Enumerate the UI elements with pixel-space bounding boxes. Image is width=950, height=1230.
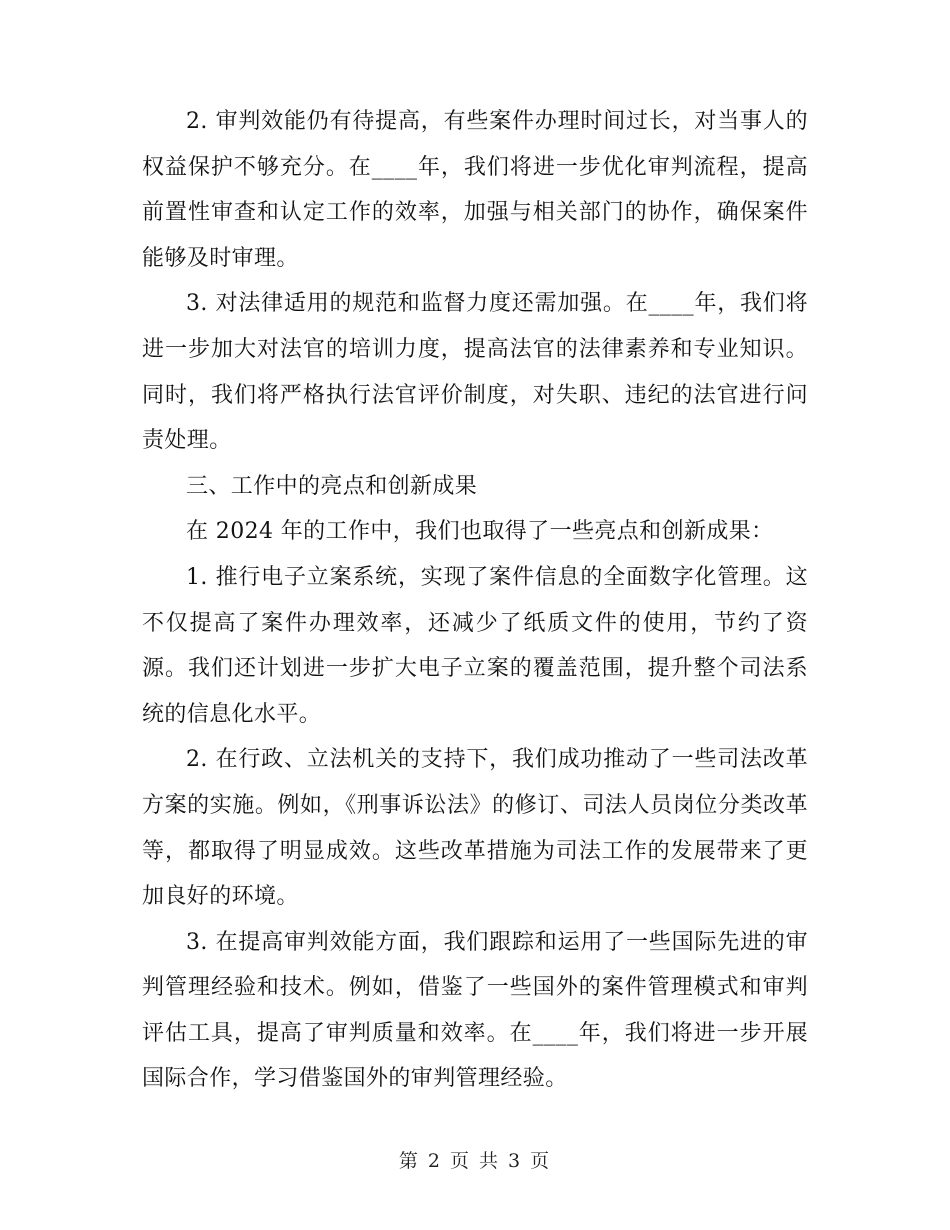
document-body <box>142 99 808 1102</box>
paragraph-item-3-supervision: 3. 对法律适用的规范和监督力度还需加强。在____年，我们将进一步加大对法官的培训力度，提高法官的法律素养和专业知识。同时，我们将严格执行法官评价制度，对失职、违纪的法官进行问责处理。 <box>142 291 808 454</box>
paragraph-intro-2024: 在 2024 年的工作中，我们也取得了一些亮点和创新成果： <box>186 519 774 545</box>
section-heading-highlights: 三、工作中的亮点和创新成果 <box>186 473 478 499</box>
page-number-footer: 第 2 页 共 3 页 <box>398 1150 552 1172</box>
paragraph-item-3-international: 3. 在提高审判效能方面，我们跟踪和运用了一些国际先进的审判管理经验和技术。例如，借鉴了一些国外的案件管理模式和审判评估工具，提高了审判质量和效率。在____年，我们将进一步开展国际合作，学习借鉴国外的审判管理经验。 <box>142 929 808 1092</box>
paragraph-item-2-reform: 2. 在行政、立法机关的支持下，我们成功推动了一些司法改革方案的实施。例如，《刑事诉讼法》的修订、司法人员岗位分类改革等，都取得了明显成效。这些改革措施为司法工作的发展带来了更加良好的环境。 <box>142 747 808 910</box>
paragraph-item-1-e-filing: 1. 推行电子立案系统，实现了案件信息的全面数字化管理。这不仅提高了案件办理效率，还减少了纸质文件的使用，节约了资源。我们还计划进一步扩大电子立案的覆盖范围，提升整个司法系统的信息化水平。 <box>142 564 808 727</box>
paragraph-item-2-efficiency: 2. 审判效能仍有待提高，有些案件办理时间过长，对当事人的权益保护不够充分。在____年，我们将进一步优化审判流程，提高前置性审查和认定工作的效率，加强与相关部门的协作，确保案件能够及时审理。 <box>142 109 808 271</box>
